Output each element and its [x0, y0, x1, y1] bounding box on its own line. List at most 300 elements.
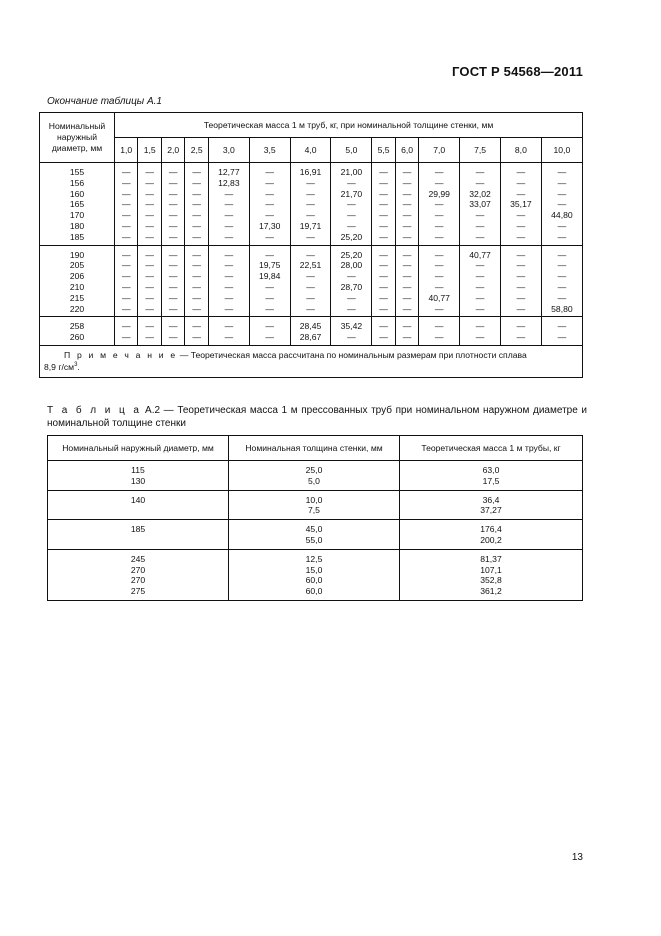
- document-code: ГОСТ Р 54568—2011: [452, 64, 583, 79]
- diameter-value: 165: [69, 199, 85, 210]
- mass-value: 25,20: [340, 231, 363, 242]
- table-row: [48, 490, 583, 520]
- diameter-value: 270: [130, 575, 146, 586]
- mass-value: 28,67: [299, 332, 322, 343]
- mass-value: —: [475, 177, 485, 188]
- diameter-value: 215: [69, 292, 85, 303]
- mass-value: —: [516, 177, 526, 188]
- mass-value: —: [402, 220, 412, 231]
- mass-value: —: [121, 260, 131, 271]
- diameter-header-line: диаметр, мм: [51, 142, 103, 153]
- mass-value: —: [379, 332, 388, 343]
- mass-value: —: [434, 271, 444, 282]
- mass-value: —: [434, 220, 444, 231]
- diameter-cell: [48, 461, 229, 491]
- mass-value: —: [168, 199, 178, 210]
- mass-value: —: [306, 303, 315, 314]
- mass-value: —: [557, 260, 567, 271]
- mass-value: —: [516, 281, 526, 292]
- mass-value: 25,20: [340, 249, 363, 260]
- mass-value: —: [557, 271, 567, 282]
- mass-cell: [460, 245, 501, 317]
- diameter-cell: [48, 520, 229, 550]
- mass-value: 40,77: [469, 249, 491, 260]
- mass-value: —: [379, 271, 388, 282]
- mass-value: —: [168, 271, 178, 282]
- diameter-header-line: наружный: [56, 132, 98, 143]
- mass-value: —: [145, 231, 155, 242]
- mass-value: —: [168, 332, 178, 343]
- mass-value: —: [306, 177, 315, 188]
- mass-value: —: [475, 210, 485, 221]
- mass-value: —: [121, 210, 131, 221]
- mass-value: —: [434, 332, 444, 343]
- thickness-header-cell: 7,5: [460, 138, 501, 163]
- mass-cell: [331, 245, 372, 317]
- mass-value: —: [192, 281, 201, 292]
- mass-value: —: [121, 303, 131, 314]
- mass-value: —: [265, 167, 274, 177]
- mass-value: —: [379, 260, 388, 271]
- mass-value: 40,77: [428, 292, 450, 303]
- thickness-header-row: [40, 138, 583, 163]
- mass-value: —: [306, 249, 315, 260]
- mass-value: —: [145, 281, 155, 292]
- mass-cell: [138, 245, 161, 317]
- mass-value: —: [347, 292, 356, 303]
- mass-value: —: [516, 231, 526, 242]
- mass-value: —: [145, 188, 155, 199]
- mass-value: 12,83: [218, 177, 240, 188]
- thickness-header-cell: 5,0: [331, 138, 372, 163]
- mass-value: —: [475, 271, 485, 282]
- mass-value: 19,75: [258, 260, 281, 271]
- mass-value: —: [265, 303, 274, 314]
- mass-cell: [400, 490, 583, 520]
- mass-value: —: [402, 332, 412, 343]
- mass-value: —: [434, 303, 444, 314]
- mass-cell: [400, 549, 583, 600]
- diameter-cell: [40, 317, 115, 346]
- mass-value: —: [379, 167, 388, 177]
- mass-value: 176,4: [480, 524, 502, 535]
- mass-value: 17,30: [258, 220, 281, 231]
- wall-value: 12,5: [305, 553, 323, 564]
- diameter-value: 180: [69, 220, 85, 231]
- mass-value: 352,8: [480, 575, 502, 586]
- mass-cell: [395, 317, 418, 346]
- wall-value: 5,0: [308, 475, 320, 486]
- mass-value: —: [168, 231, 178, 242]
- thickness-header-cell: 5,5: [372, 138, 395, 163]
- mass-value: —: [192, 332, 201, 343]
- mass-value: —: [168, 188, 178, 199]
- diameter-cell: [40, 163, 115, 246]
- wall-cell: [229, 461, 400, 491]
- mass-value: —: [516, 332, 526, 343]
- mass-value: —: [121, 199, 131, 210]
- diameter-value: 220: [69, 303, 85, 314]
- mass-value: —: [379, 292, 388, 303]
- mass-value: —: [145, 292, 155, 303]
- diameter-value: 260: [69, 332, 85, 343]
- diameter-value: 130: [130, 475, 146, 486]
- mass-cell: [372, 163, 395, 246]
- mass-value: —: [516, 292, 526, 303]
- mass-value: —: [121, 271, 131, 282]
- mass-value: —: [168, 303, 178, 314]
- mass-cell: [249, 317, 290, 346]
- mass-value: —: [434, 281, 444, 292]
- mass-value: 63,0: [482, 465, 500, 475]
- mass-value: —: [192, 210, 201, 221]
- mass-value: —: [265, 210, 274, 221]
- mass-cell: [185, 245, 208, 317]
- mass-cell: [372, 317, 395, 346]
- note-label: П р и м е ч а н и е: [64, 349, 178, 360]
- mass-value: —: [192, 271, 201, 282]
- table-row: [48, 549, 583, 600]
- mass-cell: [161, 245, 184, 317]
- wall-value: 25,0: [305, 465, 323, 475]
- mass-value: —: [224, 260, 234, 271]
- mass-value: 33,07: [469, 199, 491, 210]
- mass-cell: [161, 317, 184, 346]
- mass-value: —: [121, 281, 131, 292]
- mass-value: —: [306, 292, 315, 303]
- mass-value: —: [557, 199, 567, 210]
- mass-value: 107,1: [480, 564, 502, 575]
- thickness-header-cell: 7,0: [419, 138, 460, 163]
- mass-cell: [290, 163, 331, 246]
- mass-cell: [419, 245, 460, 317]
- diameter-value: 205: [69, 260, 85, 271]
- mass-value: —: [224, 321, 234, 332]
- mass-value: —: [516, 188, 526, 199]
- mass-value: —: [402, 249, 412, 260]
- thickness-header-cell: 3,5: [249, 138, 290, 163]
- mass-value: —: [145, 177, 155, 188]
- diameter-value: 185: [69, 231, 85, 242]
- mass-value: —: [192, 260, 201, 271]
- mass-value: —: [516, 210, 526, 221]
- thickness-header-cell: 3,0: [208, 138, 249, 163]
- thickness-header-cell: 1,5: [138, 138, 161, 163]
- mass-value: —: [145, 321, 155, 332]
- mass-value: —: [347, 332, 356, 343]
- mass-value: —: [379, 210, 388, 221]
- mass-cell: [372, 245, 395, 317]
- mass-value: 81,37: [480, 553, 502, 564]
- mass-value: —: [192, 292, 201, 303]
- table-row: [40, 163, 583, 246]
- thickness-header-cell: 1,0: [115, 138, 138, 163]
- mass-value: 28,00: [340, 260, 363, 271]
- mass-value: —: [516, 167, 526, 177]
- mass-value: —: [347, 210, 356, 221]
- mass-value: 200,2: [480, 534, 502, 545]
- mass-value: 36,4: [482, 494, 500, 505]
- diameter-value: 170: [69, 210, 85, 221]
- mass-value: —: [434, 249, 444, 260]
- mass-value: —: [145, 199, 155, 210]
- mass-cell: [541, 317, 582, 346]
- mass-cell: [541, 245, 582, 317]
- mass-value: —: [557, 177, 567, 188]
- table-a1-body: [40, 163, 583, 346]
- mass-value: 21,00: [340, 167, 363, 177]
- mass-value: —: [121, 249, 131, 260]
- mass-cell: [290, 317, 331, 346]
- mass-value: —: [475, 260, 485, 271]
- mass-value: —: [224, 332, 234, 343]
- page-number: 13: [571, 852, 583, 863]
- mass-cell: [185, 317, 208, 346]
- mass-cell: [115, 245, 138, 317]
- mass-value: —: [557, 167, 567, 177]
- table-row: [40, 245, 583, 317]
- wall-value: 60,0: [305, 586, 323, 597]
- mass-value: —: [306, 188, 315, 199]
- mass-value: —: [434, 177, 444, 188]
- mass-cell: [395, 245, 418, 317]
- mass-value: —: [379, 199, 388, 210]
- mass-value: —: [192, 167, 201, 177]
- table-a2: [47, 435, 583, 601]
- diameter-value: 270: [130, 564, 146, 575]
- mass-value: —: [402, 210, 412, 221]
- mass-value: 21,70: [340, 188, 363, 199]
- mass-value: —: [379, 249, 388, 260]
- wall-value: 45,0: [305, 524, 323, 535]
- mass-value: —: [145, 220, 155, 231]
- mass-cell: [500, 163, 541, 246]
- mass-value: —: [402, 177, 412, 188]
- mass-value: —: [265, 321, 274, 332]
- mass-value: —: [516, 321, 526, 332]
- mass-value: —: [434, 260, 444, 271]
- table-row: [48, 461, 583, 491]
- mass-value: —: [557, 332, 567, 343]
- mass-value: —: [145, 332, 155, 343]
- mass-value: 29,99: [428, 188, 450, 199]
- mass-value: —: [402, 281, 412, 292]
- mass-value: —: [265, 281, 274, 292]
- mass-value: —: [192, 188, 201, 199]
- wall-cell: [229, 490, 400, 520]
- mass-cell: [249, 163, 290, 246]
- mass-value: 35,42: [340, 321, 363, 332]
- wall-value: 7,5: [308, 505, 320, 516]
- mass-value: 35,17: [510, 199, 532, 210]
- mass-value: —: [168, 177, 178, 188]
- mass-cell: [460, 317, 501, 346]
- mass-value: 12,77: [218, 167, 240, 177]
- mass-value: —: [557, 292, 567, 303]
- mass-value: —: [557, 249, 567, 260]
- mass-value: —: [168, 210, 178, 221]
- mass-cell: [400, 520, 583, 550]
- mass-value: —: [557, 321, 567, 332]
- mass-value: —: [347, 220, 356, 231]
- mass-value: —: [265, 188, 274, 199]
- mass-cell: [208, 317, 249, 346]
- mass-value: —: [434, 231, 444, 242]
- note-text: — Теоретическая масса рассчитана по номинальным размерам при плотности сплава: [177, 349, 527, 360]
- mass-value: —: [168, 249, 178, 260]
- mass-value: —: [434, 210, 444, 221]
- mass-value: —: [557, 281, 567, 292]
- diameter-value: 155: [69, 167, 85, 177]
- mass-cell: [208, 163, 249, 246]
- mass-value: —: [192, 199, 201, 210]
- thickness-header-cell: 2,5: [185, 138, 208, 163]
- mass-value: —: [265, 199, 274, 210]
- mass-value: —: [475, 303, 485, 314]
- diameter-value: 185: [130, 524, 146, 535]
- mass-value: —: [121, 177, 131, 188]
- wall-value: 15,0: [305, 564, 323, 575]
- mass-value: —: [224, 303, 234, 314]
- mass-value: —: [402, 188, 412, 199]
- mass-value: —: [145, 167, 155, 177]
- mass-value: —: [121, 321, 131, 332]
- mass-value: 58,80: [551, 303, 573, 314]
- mass-cell: [138, 163, 161, 246]
- mass-value: 28,70: [340, 281, 363, 292]
- diameter-value: 245: [130, 553, 146, 564]
- mass-value: —: [224, 210, 234, 221]
- mass-cell: [138, 317, 161, 346]
- diameter-value: 275: [130, 586, 146, 597]
- diameter-value: 115: [131, 465, 145, 475]
- mass-cell: [249, 245, 290, 317]
- mass-value: —: [145, 271, 155, 282]
- mass-value: 44,80: [551, 210, 573, 221]
- mass-value: —: [121, 167, 131, 177]
- mass-value: —: [265, 249, 274, 260]
- mass-value: 28,45: [299, 321, 322, 332]
- diameter-value: 190: [69, 249, 85, 260]
- diameter-value: 210: [69, 281, 85, 292]
- mass-value: —: [516, 220, 526, 231]
- mass-value: —: [557, 231, 567, 242]
- mass-cell: [331, 163, 372, 246]
- mass-value: —: [516, 249, 526, 260]
- note-end: .: [77, 361, 80, 372]
- mass-value: 37,27: [480, 505, 502, 516]
- mass-value: —: [168, 260, 178, 271]
- mass-cell: [331, 317, 372, 346]
- mass-value: —: [434, 199, 444, 210]
- table2-header-wall: Номинальная толщина стенки, мм: [229, 436, 400, 461]
- mass-value: —: [192, 303, 201, 314]
- diameter-value: 160: [69, 188, 85, 199]
- mass-cell: [115, 317, 138, 346]
- wall-cell: [229, 520, 400, 550]
- table-row: [48, 520, 583, 550]
- mass-value: —: [265, 292, 274, 303]
- mass-value: —: [168, 220, 178, 231]
- table1-caption: Окончание таблицы А.1: [47, 96, 162, 107]
- mass-value: —: [379, 188, 388, 199]
- mass-cell: [460, 163, 501, 246]
- mass-header: Теоретическая масса 1 м труб, кг, при номинальной толщине стенки, мм: [115, 113, 583, 138]
- mass-value: —: [168, 167, 178, 177]
- mass-value: —: [192, 249, 201, 260]
- diameter-value: 258: [69, 321, 85, 332]
- mass-value: —: [402, 199, 412, 210]
- mass-value: —: [475, 332, 485, 343]
- note-superscript: 3: [74, 361, 78, 368]
- mass-value: —: [145, 303, 155, 314]
- mass-value: 32,02: [469, 188, 491, 199]
- mass-value: —: [265, 332, 274, 343]
- mass-value: —: [475, 321, 485, 332]
- mass-value: —: [475, 220, 485, 231]
- mass-value: —: [557, 188, 567, 199]
- mass-cell: [419, 317, 460, 346]
- table2-caption-label: Т а б л и ц а: [47, 405, 142, 416]
- mass-value: —: [516, 303, 526, 314]
- wall-value: 60,0: [305, 575, 323, 586]
- table-row: [40, 317, 583, 346]
- mass-value: —: [347, 303, 356, 314]
- mass-value: —: [224, 271, 234, 282]
- mass-value: —: [168, 321, 178, 332]
- mass-cell: [419, 163, 460, 246]
- mass-cell: [541, 163, 582, 246]
- mass-value: —: [145, 249, 155, 260]
- mass-value: —: [434, 321, 444, 332]
- mass-value: —: [121, 292, 131, 303]
- mass-value: —: [306, 210, 315, 221]
- thickness-header-cell: 8,0: [500, 138, 541, 163]
- mass-cell: [290, 245, 331, 317]
- mass-value: —: [224, 199, 234, 210]
- mass-value: —: [168, 292, 178, 303]
- note-density: 8,9 г/см: [44, 361, 75, 372]
- mass-value: —: [516, 271, 526, 282]
- diameter-value: 140: [130, 494, 146, 505]
- table-a1: [39, 112, 583, 378]
- mass-cell: [500, 317, 541, 346]
- wall-value: 10,0: [305, 494, 323, 505]
- mass-value: 17,5: [482, 475, 500, 486]
- diameter-cell: [48, 490, 229, 520]
- mass-value: —: [192, 220, 201, 231]
- mass-cell: [185, 163, 208, 246]
- mass-value: —: [379, 321, 388, 332]
- mass-value: —: [121, 188, 131, 199]
- mass-value: 361,2: [480, 586, 502, 597]
- mass-value: —: [224, 220, 234, 231]
- mass-value: —: [347, 177, 356, 188]
- mass-value: —: [402, 303, 412, 314]
- mass-value: —: [306, 281, 315, 292]
- mass-value: —: [516, 260, 526, 271]
- mass-value: —: [379, 303, 388, 314]
- diameter-value: 156: [69, 177, 85, 188]
- mass-value: —: [306, 231, 315, 242]
- thickness-header-cell: 4,0: [290, 138, 331, 163]
- table2-header-mass: Теоретическая масса 1 м трубы, кг: [400, 436, 583, 461]
- mass-value: —: [379, 177, 388, 188]
- table-a2-body: [48, 461, 583, 601]
- table2-caption-text: А.2 — Теоретическая масса 1 м прессованных труб при номинальном наружном диаметре и номинальной толщине стенки: [47, 405, 587, 429]
- mass-value: —: [265, 231, 274, 242]
- mass-value: —: [475, 231, 485, 242]
